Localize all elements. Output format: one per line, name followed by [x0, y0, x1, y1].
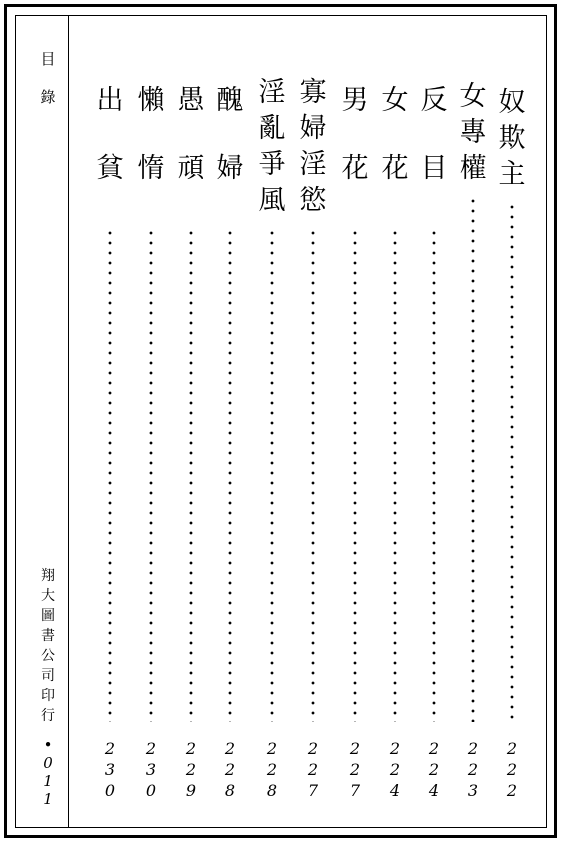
- char: 司: [41, 668, 55, 684]
- entry-page-number: 2 3 0: [145, 739, 157, 800]
- char: 行: [41, 708, 55, 724]
- leader-dots: [393, 228, 397, 722]
- entry-title: 女 花: [381, 85, 409, 184]
- entry-page-number: 2 2 8: [266, 739, 278, 800]
- entry-title: 淫 亂 爭 風: [258, 77, 286, 216]
- char: 書: [41, 628, 55, 644]
- char: 1: [43, 772, 53, 790]
- entry-page-number: 2 2 9: [185, 739, 197, 800]
- toc-entry[interactable]: [92, 0, 128, 844]
- entry-page-number: 2 2 7: [349, 739, 361, 800]
- publisher-imprint: [34, 566, 62, 726]
- entry-title: 醜 婦: [216, 85, 244, 184]
- entry-page-number: 2 2 2: [506, 739, 518, 800]
- entry-title: 女 專 權: [459, 81, 487, 184]
- page-number: [34, 736, 62, 808]
- char: 圖: [41, 608, 55, 624]
- leader-dots: [228, 228, 232, 722]
- leader-dots: [510, 202, 514, 722]
- entry-title: 男 花: [341, 85, 369, 184]
- entry-title: 反 目: [420, 85, 448, 184]
- folio-digits: [43, 754, 53, 808]
- toc-entry[interactable]: [254, 0, 290, 844]
- entry-title: 懶 惰: [137, 85, 165, 184]
- toc-entry[interactable]: [377, 0, 413, 844]
- entry-title: 寡 婦 淫 慾: [299, 77, 327, 216]
- folio-bullet: •: [43, 736, 53, 754]
- toc-entry[interactable]: [173, 0, 209, 844]
- entry-page-number: 2 2 8: [224, 739, 236, 800]
- toc-entry[interactable]: [416, 0, 452, 844]
- char: 印: [41, 688, 55, 704]
- toc-entry[interactable]: [494, 0, 530, 844]
- section-title: [34, 48, 62, 124]
- toc-entry[interactable]: [455, 0, 491, 844]
- toc-entry[interactable]: [337, 0, 373, 844]
- entry-title: 出 貧: [96, 85, 124, 184]
- toc-entry[interactable]: [212, 0, 248, 844]
- char: 公: [41, 648, 55, 664]
- leader-dots: [108, 228, 112, 722]
- char: 0: [43, 754, 53, 772]
- entry-page-number: 2 2 3: [467, 739, 479, 800]
- char: 1: [43, 790, 53, 808]
- entry-title: 奴 欺 主: [498, 87, 526, 190]
- char: 錄: [40, 88, 56, 106]
- toc-entry[interactable]: [295, 0, 331, 844]
- entry-title: 愚 頑: [177, 85, 205, 184]
- entry-page-number: 2 2 4: [389, 739, 401, 800]
- leader-dots: [353, 228, 357, 722]
- toc-entry[interactable]: [133, 0, 169, 844]
- char: 目: [40, 50, 56, 68]
- margin-separator-line: [68, 16, 69, 827]
- leader-dots: [471, 196, 475, 722]
- leader-dots: [189, 228, 193, 722]
- char: 大: [41, 588, 55, 604]
- entry-page-number: 2 2 7: [307, 739, 319, 800]
- entry-page-number: 2 2 4: [428, 739, 440, 800]
- leader-dots: [149, 228, 153, 722]
- leader-dots: [311, 228, 315, 722]
- leader-dots: [270, 228, 274, 722]
- entry-page-number: 2 3 0: [104, 739, 116, 800]
- leader-dots: [432, 228, 436, 722]
- char: 翔: [41, 568, 55, 584]
